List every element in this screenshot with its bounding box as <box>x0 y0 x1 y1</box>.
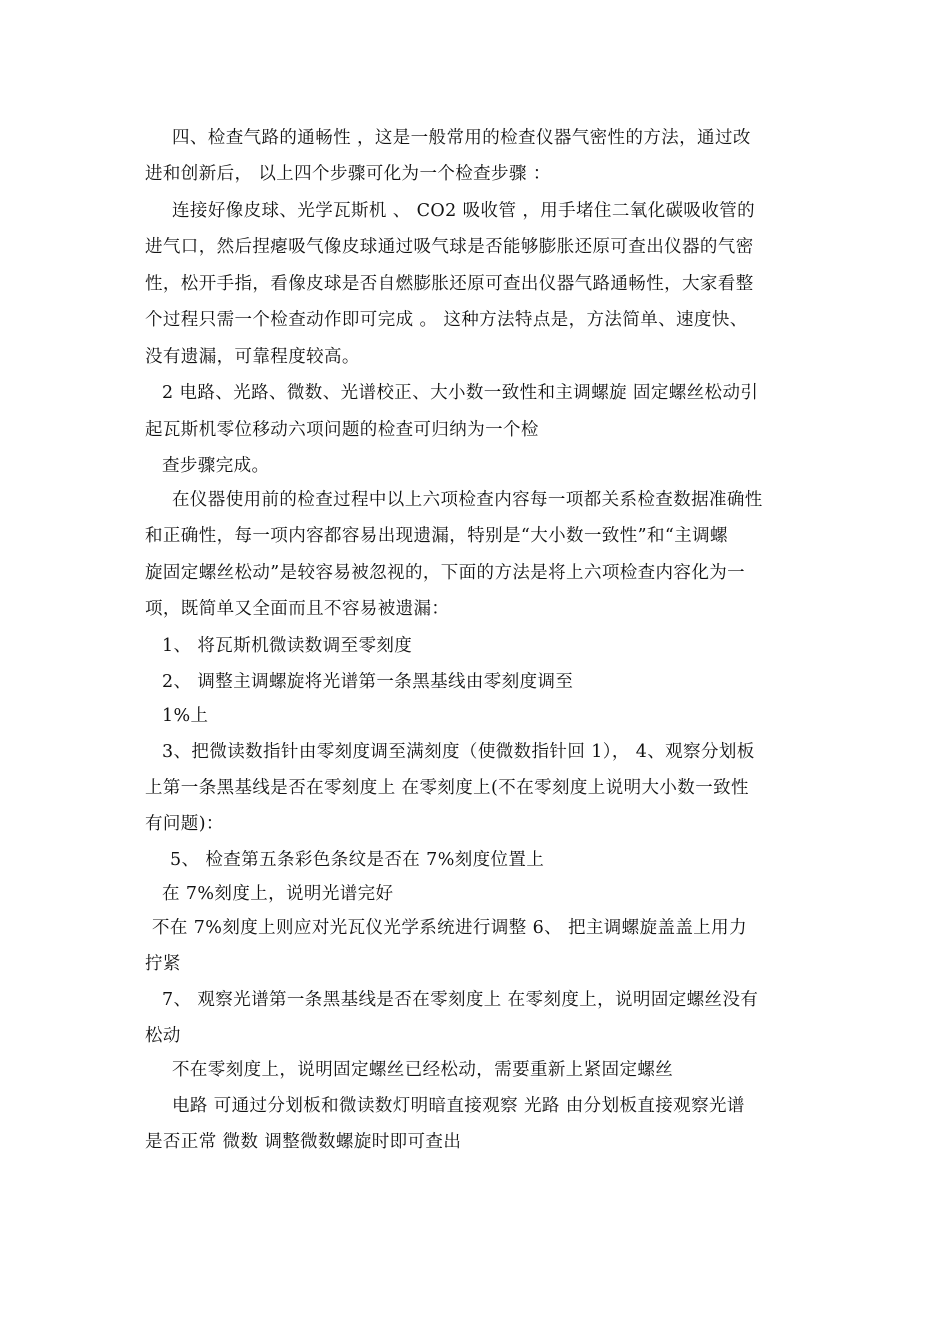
paragraph-line: 进和创新后， 以上四个步骤可化为一个检查步骤 ： <box>145 164 551 184</box>
paragraph-line: 松动 <box>145 1026 181 1046</box>
paragraph-line: 有问题)： <box>145 814 224 834</box>
paragraph-line: 电路 可通过分划板和微读数灯明暗直接观察 光路 由分划板直接观察光谱 <box>172 1096 745 1116</box>
paragraph-line: 在 7%刻度上，说明光谱完好 <box>162 884 394 904</box>
paragraph-line: 不在 7%刻度上则应对光瓦仪光学系统进行调整 6、 把主调螺旋盖盖上用力 <box>152 918 747 938</box>
paragraph-line: 是否正常 微数 调整微数螺旋时即可查出 <box>145 1132 462 1152</box>
paragraph-line: 项，既简单又全面而且不容易被遗漏： <box>145 599 450 619</box>
paragraph-line: 起瓦斯机零位移动六项问题的检查可归纳为一个检 <box>145 420 539 440</box>
paragraph-line: 拧紧 <box>145 954 181 974</box>
paragraph-line: 2 电路、光路、微数、光谱校正、大小数一致性和主调螺旋 固定螺丝松动引 <box>162 383 759 403</box>
paragraph-line: 不在零刻度上，说明固定螺丝已经松动，需要重新上紧固定螺丝 <box>172 1060 674 1080</box>
paragraph-line: 上第一条黑基线是否在零刻度上 在零刻度上(不在零刻度上说明大小数一致性 <box>145 778 749 798</box>
paragraph-line: 进气口，然后捏瘪吸气像皮球通过吸气球是否能够膨胀还原可查出仪器的气密 <box>145 237 754 257</box>
list-item: 7、 观察光谱第一条黑基线是否在零刻度上 在零刻度上，说明固定螺丝没有 <box>162 990 759 1010</box>
paragraph-line: 旋固定螺丝松动”是较容易被忽视的，下面的方法是将上六项检查内容化为一 <box>145 563 746 583</box>
paragraph-line: 和正确性，每一项内容都容易出现遗漏，特别是“大小数一致性”和“主调螺 <box>145 526 728 546</box>
paragraph-line: 个过程只需一个检查动作即可完成 。 这种方法特点是，方法简单、速度快、 <box>145 310 748 330</box>
list-item: 1%上 <box>162 706 209 726</box>
list-item: 5、 检查第五条彩色条纹是否在 7%刻度位置上 <box>170 850 545 870</box>
paragraph-line: 在仪器使用前的检查过程中以上六项检查内容每一项都关系检查数据准确性 <box>172 490 763 510</box>
paragraph-line: 性，松开手指，看像皮球是否自燃膨胀还原可查出仪器气路通畅性，大家看整 <box>145 274 754 294</box>
paragraph-line: 四、检查气路的通畅性 ，这是一般常用的检查仪器气密性的方法，通过改 <box>172 128 751 148</box>
paragraph-line: 查步骤完成。 <box>162 456 270 476</box>
list-item: 3、把微读数指针由零刻度调至满刻度（使微数指针回 1）， 4、观察分划板 <box>162 742 755 762</box>
list-item: 2、 调整主调螺旋将光谱第一条黑基线由零刻度调至 <box>162 672 574 692</box>
paragraph-line: 没有遗漏，可靠程度较高。 <box>145 347 360 367</box>
list-item: 1、 将瓦斯机微读数调至零刻度 <box>162 636 413 656</box>
paragraph-line: 连接好像皮球、光学瓦斯机 、 CO2 吸收管 ，用手堵住二氧化碳吸收管的 <box>172 201 756 221</box>
